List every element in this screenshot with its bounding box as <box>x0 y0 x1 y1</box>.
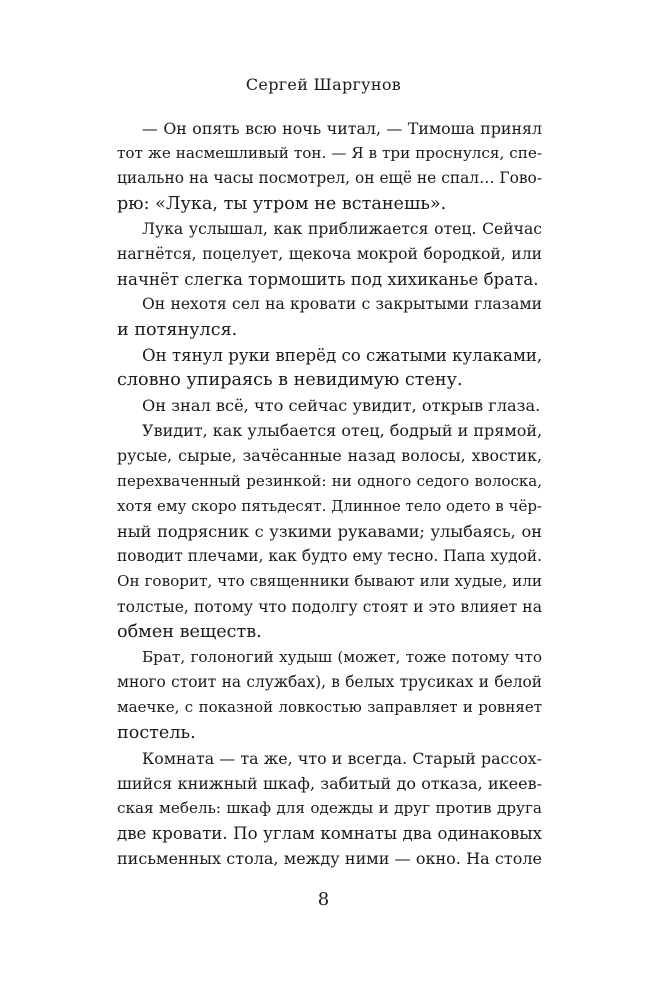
text-line: ская мебель: шкаф для одежды и друг против друга <box>117 799 542 818</box>
text-line: маечке, с показной ловкостью заправляет и ровняет <box>117 698 542 717</box>
text-line: письменных стола, между ними — окно. На столе <box>117 849 542 869</box>
text-line: Он знал всё, что сейчас увидит, открыв глаза. <box>142 396 541 416</box>
text-line: постель. <box>117 722 196 743</box>
text-line: Он говорит, что священники бывают или худые, или <box>117 572 542 591</box>
text-line: — Он опять всю ночь читал, — Тимоша принял <box>142 119 542 138</box>
text-line: и потянулся. <box>117 319 238 340</box>
text-line: хотя ему скоро пятьдесят. Длинное тело одето в чёр- <box>117 496 542 515</box>
running-header: Сергей Шаргунов <box>245 75 402 94</box>
text-line: толстые, потому что подолгу стоят и это влияет на <box>117 597 542 616</box>
text-line: циально на часы посмотрел, он ещё не спал… Гово- <box>117 169 542 188</box>
text-line: нагнётся, поцелует, щекоча мокрой бородкой, или <box>117 244 542 263</box>
text-line: Он нехотя сел на кровати с закрытыми глазами <box>142 295 542 314</box>
text-line: Лука услышал, как приближается отец. Сейчас <box>142 219 542 238</box>
text-line: Комната — та же, что и всегда. Старый рассох- <box>142 748 542 768</box>
text-line: много стоит на службах), в белых трусиках и белой <box>117 673 542 692</box>
text-line: обмен веществ. <box>117 621 262 642</box>
text-line: рю: «Лука, ты утром не встанешь». <box>117 193 447 214</box>
text-line: поводит плечами, как будто ему тесно. Папа худой. <box>117 547 542 566</box>
text-line: Увидит, как улыбается отец, бодрый и прямой, <box>142 421 542 441</box>
text-line: Он тянул руки вперёд со сжатыми кулаками, <box>142 345 542 365</box>
page-number: 8 <box>317 889 330 910</box>
text-line: перехваченный резинкой: ни одного седого волоска, <box>117 471 542 490</box>
text-line: начнёт слегка тормошить под хихиканье брата. <box>117 270 539 290</box>
text-line: словно упираясь в невидимую стену. <box>117 369 463 390</box>
body-text <box>117 116 542 872</box>
text-line: Брат, голоногий худыш (может, тоже потому что <box>142 647 542 666</box>
text-line: тот же насмешливый тон. — Я в три проснулся, спе- <box>117 144 542 163</box>
text-line: ный подрясник с узкими рукавами; улыбаясь, он <box>117 522 542 541</box>
text-line: две кровати. По углам комнаты два одинаковых <box>117 824 542 844</box>
text-line: русые, сырые, зачёсанные назад волосы, хвостик, <box>117 446 542 466</box>
text-line: шийся книжный шкаф, забитый до отказа, икеев- <box>117 773 542 793</box>
